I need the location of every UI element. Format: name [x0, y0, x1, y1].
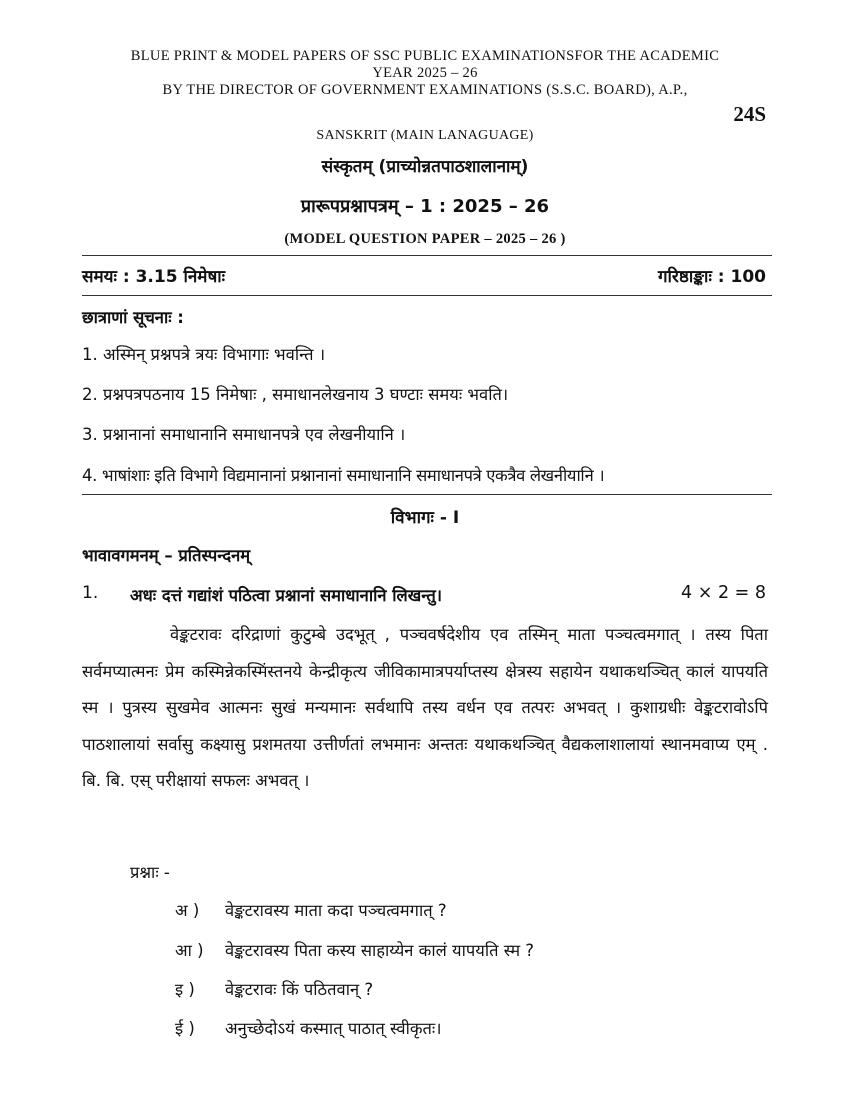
- model-paper-note: (MODEL QUESTION PAPER – 2025 – 26 ): [284, 231, 566, 247]
- sub-question-label-i: इ ): [175, 980, 195, 999]
- section-subtitle: भावावगमनम् – प्रतिस्पन्दनम्: [82, 546, 251, 565]
- header-line-2: YEAR 2025 – 26: [372, 65, 478, 81]
- paper-code: 24S: [733, 102, 766, 126]
- sub-question-aa: वेङ्कटरावस्य पिता कस्य साहाय्येन कालं यापयति स्म ?: [225, 941, 535, 960]
- instruction-item-1: 1. अस्मिन् प्रश्नपत्रे त्रयः विभागाः भवन्ति ।: [82, 345, 326, 364]
- instructions-divider: [82, 494, 772, 495]
- instruction-item-2: 2. प्रश्नपत्रपठनाय 15 निमेषाः , समाधानलेखनाय 3 घण्टाः समयः भवति।: [82, 385, 509, 404]
- passage-text: वेङ्कटरावः दरिद्राणां कुटुम्बे उदभूत् , पञ्चवर्षदेशीय एव तस्मिन् माता पञ्चत्वमगात् । तस्य पिता सर्वमप्यात्मनः प्रेम कस्मिन्नेकस्मिंस्तनये केन्द्रीकृत्य जीविकामात्रपर्याप्तस्य क्षेत्रस्य सहायेन यथाकथञ्चित् कालं यापयति स्म । पुत्रस्य सुखमेव आत्मनः सुखं मन्यमानः सर्वथापि तस्य वर्धन एव तत्परः अभवत् । कुशाग्रधीः वेङ्कटरावोऽपि पाठशालायां सर्वासु कक्ष्यासु प्रशमतया उत्तीर्णतां लभमानः अन्ततः यथाकथञ्चित् वैद्यकलाशालायां स्थानमवाप्य एम् . बि. बि. एस् परीक्षायां सफलः अभवत् ।: [82, 625, 768, 790]
- section-title: विभागः - I: [390, 508, 460, 528]
- sub-question-label-a: अ ): [175, 901, 200, 920]
- instructions-heading: छात्राणां सूचनाः :: [82, 308, 184, 327]
- max-marks: गरिष्ठाङ्काः : 100: [657, 267, 766, 287]
- meta-divider: [82, 295, 772, 296]
- exam-time: समयः : 3.15 निमेषाः: [82, 267, 226, 287]
- question-number: 1.: [82, 583, 99, 603]
- paper-title: प्रारूपप्रश्नापत्रम् – 1 : 2025 – 26: [300, 196, 550, 217]
- subject-english: SANSKRIT (MAIN LANAGUAGE): [316, 128, 534, 143]
- sub-question-label-ii: ई ): [175, 1019, 195, 1038]
- passage: [82, 617, 768, 800]
- sub-question-ii: अनुच्छेदोऽयं कस्मात् पाठात् स्वीकृतः।: [225, 1019, 442, 1038]
- header-line-3: BY THE DIRECTOR OF GOVERNMENT EXAMINATIONS (S.S.C. BOARD), A.P.,: [162, 82, 688, 98]
- subject-sanskrit: संस्कृतम् (प्राच्योन्नतपाठशालानाम्): [321, 157, 529, 177]
- question-prompt: अधः दत्तं गद्यांशं पठित्वा प्रश्नानां समाधानानि लिखन्तु।: [130, 586, 442, 605]
- instruction-item-4: 4. भाषांशाः इति विभागे विद्यमानानां प्रश्नानानां समाधानानि समाधानपत्रे एकत्रैव लेखनीयानि ।: [82, 466, 605, 485]
- instruction-item-3: 3. प्रश्नानानां समाधानानि समाधानपत्रे एव लेखनीयानि ।: [82, 425, 406, 444]
- sub-question-label-aa: आ ): [175, 941, 204, 960]
- question-marks: 4 × 2 = 8: [681, 583, 766, 603]
- questions-label: प्रश्नाः -: [130, 863, 170, 882]
- sub-question-i: वेङ्कटरावः किं पठितवान् ?: [225, 980, 374, 999]
- sub-question-a: वेङ्कटरावस्य माता कदा पञ्चत्वमगात् ?: [225, 901, 447, 920]
- header-divider: [82, 255, 772, 256]
- header-line-1: BLUE PRINT & MODEL PAPERS OF SSC PUBLIC EXAMINATIONSFOR THE ACADEMIC: [130, 48, 720, 64]
